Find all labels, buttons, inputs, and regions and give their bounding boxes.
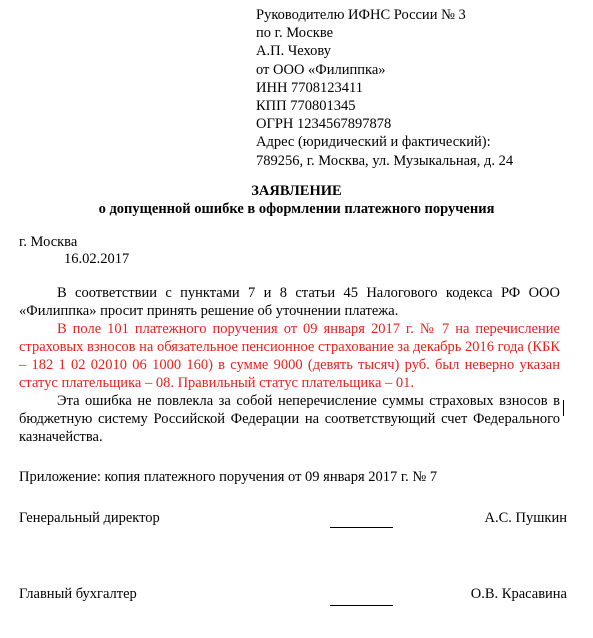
addressee-line: 789256, г. Москва, ул. Музыкальная, д. 24: [256, 152, 514, 169]
addressee-line: А.П. Чехову: [256, 43, 332, 60]
signature-name: А.С. Пушкин: [484, 510, 567, 526]
signature-title: Главный бухгалтер: [19, 586, 137, 602]
addressee-line: от ООО «Филиппка»: [256, 61, 386, 78]
signature-row-director: [19, 510, 567, 530]
addressee-line: КПП 770801345: [256, 98, 356, 115]
addressee-line: ИНН 7708123411: [256, 79, 364, 96]
signature-row-accountant: [19, 586, 567, 606]
signature-line: [330, 605, 393, 606]
paragraph-request: В соответствии с пунктами 7 и 8 статьи 45 Налогового кодекса РФ ООО «Филиппка» просит принять решение об уточнении платежа.: [19, 285, 560, 319]
signature-line: [330, 527, 393, 528]
document-title: ЗАЯВЛЕНИЕ: [251, 183, 342, 199]
addressee-line: по г. Москве: [256, 25, 334, 42]
addressee-block: [256, 6, 513, 170]
paragraph-consequence-text: Эта ошибка не повлекла за собой неперечисление суммы страховых взносов в бюджетную систему Российской Федерации на соответствующий счет Федерального казначейства.: [19, 393, 560, 445]
text-cursor: [563, 400, 564, 416]
paragraph-consequence: [19, 392, 560, 446]
appendix-note: Приложение: копия платежного поручения от 09 января 2017 г. № 7: [19, 469, 438, 485]
document-subtitle: о допущенной ошибке в оформлении платежного поручения: [98, 201, 495, 217]
paragraph-error-details: В поле 101 платежного поручения от 09 января 2017 г. № 7 на перечисление страховых взносов на обязательное пенсионное страхование за декабрь 2016 года (КБК – 182 1 02 02010 06 1000 160) в сумме 9000 (девять тысяч) руб. был неверно указан статус плательщика – 08. Правильный статус плательщика – 01.: [19, 321, 560, 391]
document-date: 16.02.2017: [64, 251, 130, 267]
body-text[interactable]: [19, 284, 560, 446]
signature-name: О.В. Красавина: [470, 586, 567, 602]
addressee-line: ОГРН 1234567897878: [256, 116, 392, 133]
signature-title: Генеральный директор: [19, 510, 160, 526]
addressee-line: Руководителю ИФНС России № 3: [256, 7, 466, 23]
addressee-line: Адрес (юридический и фактический):: [256, 134, 491, 151]
city-label: г. Москва: [19, 234, 78, 250]
